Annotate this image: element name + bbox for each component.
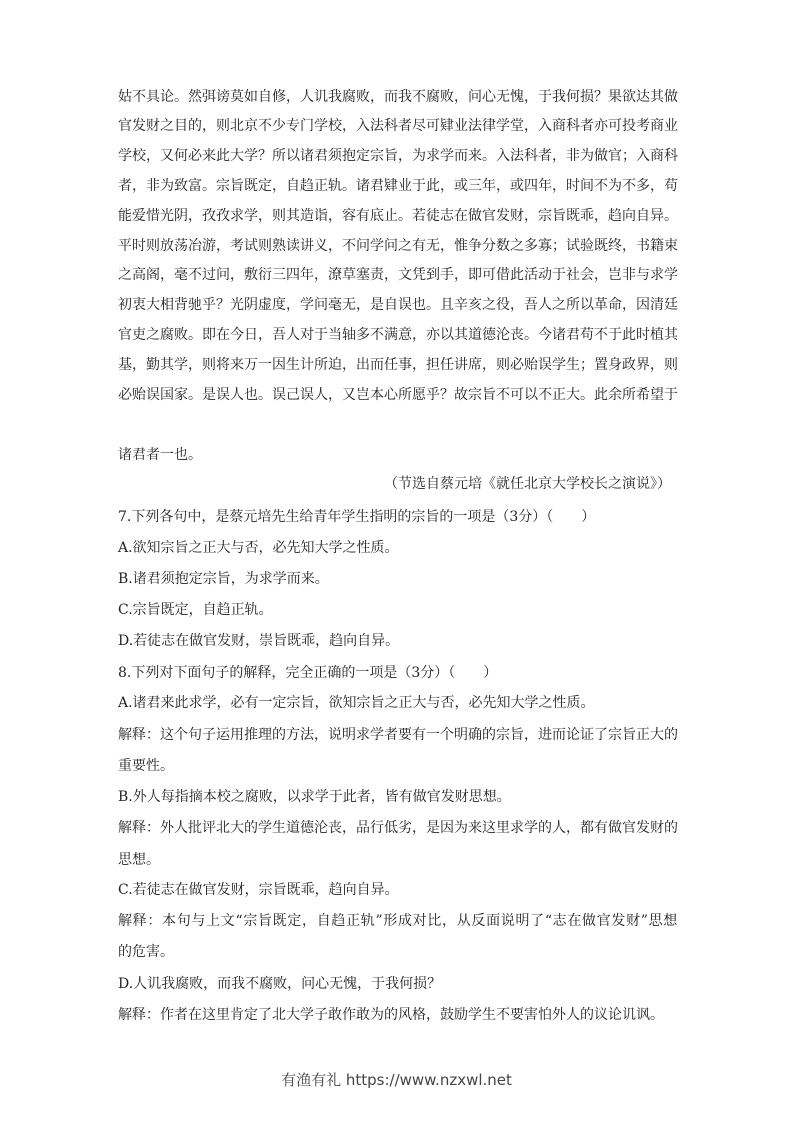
footer-watermark: 有渔有礼 https://www.nzxwl.net [281,1071,512,1089]
passage-line: 诸君者一也。 [118,447,202,463]
explanation-cont: 的危害。 [118,944,174,960]
passage-line: 必贻误国家。是误人也。误己误人，又岂本心所愿乎？故宗旨不可以不正大。此余所希望于 [118,387,678,403]
explanation-cont: 重要性。 [118,758,174,774]
explanation: 解释：外人批评北大的学生道德沦丧，品行低劣，是因为来这里求学的人，都有做官发财的 [118,820,678,836]
citation: （节选自蔡元培《就任北京大学校长之演说》） [384,476,671,492]
explanation: 解释：作者在这里肯定了北大学子敢作敢为的风格，鼓励学生不要害怕外人的议论讥讽。 [118,1007,664,1023]
passage-line: 之高阁，毫不过问，敷衍三四年，潦草塞责，文凭到手，即可借此活动于社会，岂非与求学 [118,267,678,283]
option-d: D.人讥我腐败，而我不腐败，问心无愧，于我何损？ [118,976,442,992]
option-b: B.诸君须抱定宗旨，为求学而来。 [118,571,329,587]
option-b: B.外人每指摘本校之腐败，以求学于此者，皆有做官发财思想。 [118,789,511,805]
passage-line: 官吏之腐败。即在今日，吾人对于当轴多不满意，亦以其道德沦丧。今诸君苟不于此时植其 [118,327,678,343]
question-stem: 8.下列对下面句子的解释，完全正确的一项是（3分）（ ） [118,665,498,681]
question-stem: 7.下列各句中，是蔡元培先生给青年学生指明的宗旨的一项是（3分）（ ） [118,509,596,525]
option-a: A.欲知宗旨之正大与否，必先知大学之性质。 [118,540,399,556]
passage-line: 初衷大相背驰乎？光阴虚度，学问毫无，是自误也。且辛亥之役，吾人之所以革命，因清廷 [118,297,678,313]
option-d: D.若徒志在做官发财，崇旨既乖，趋向自异。 [118,633,400,649]
explanation: 解释：这个句子运用推理的方法，说明求学者要有一个明确的宗旨，进而论证了宗旨正大的 [118,727,678,743]
passage-line: 姑不具论。然弭谤莫如自修，人讥我腐败，而我不腐败，问心无愧，于我何损？果欲达其做 [118,89,678,105]
option-c: C.若徒志在做官发财，宗旨既乖，趋向自异。 [118,882,399,898]
passage-line: 平时则放荡冶游，考试则熟读讲义，不问学问之有无，惟争分数之多寡；试验既终，书籍束 [118,238,678,254]
passage-line: 官发财之目的，则北京不少专门学校，入法科者尽可肄业法律学堂，入商科者亦可投考商业 [118,118,678,134]
explanation: 解释：本句与上文“宗旨既定，自趋正轨”形成对比，从反面说明了“志在做官发财”思想 [118,913,678,929]
explanation-cont: 思想。 [118,852,160,868]
option-c: C.宗旨既定，自趋正轨。 [118,602,273,618]
option-a: A.诸君来此求学，必有一定宗旨，欲知宗旨之正大与否，必先知大学之性质。 [118,695,595,711]
passage-line: 者，非为致富。宗旨既定，自趋正轨。诸君肄业于此，或三年，或四年，时间不为不多，苟 [118,178,678,194]
passage-line: 学校，又何必来此大学？所以诸君须抱定宗旨，为求学而来。入法科者，非为做官；入商科 [118,148,678,164]
passage-line: 能爱惜光阴，孜孜求学，则其造诣，容有底止。若徒志在做官发财，宗旨既乖，趋向自异。 [118,208,678,224]
passage-line: 基，勤其学，则将来万一因生计所迫，出而任事，担任讲席，则必贻误学生；置身政界，则 [118,357,678,373]
